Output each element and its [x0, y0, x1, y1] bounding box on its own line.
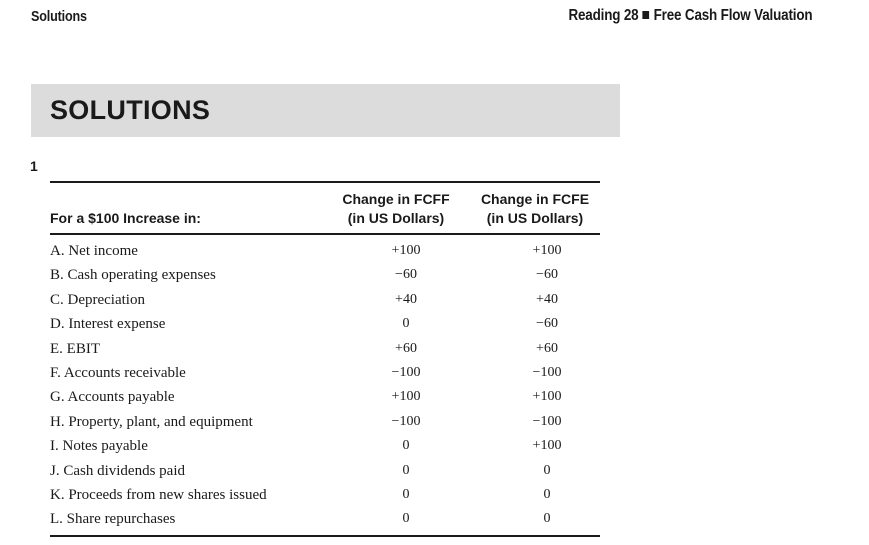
column-header-fcfe-line1: Change in FCFE — [480, 191, 590, 207]
table-top-rule — [50, 181, 600, 183]
fcff-change: −100 — [391, 364, 421, 380]
row-label: L. Share repurchases — [50, 511, 176, 528]
table-row — [50, 385, 600, 409]
table-body — [50, 239, 600, 532]
fcfe-change: 0 — [543, 462, 551, 478]
table-row — [50, 507, 600, 531]
fcff-change: 0 — [402, 511, 410, 527]
table-row — [50, 263, 600, 287]
fcff-change: −60 — [395, 267, 417, 283]
question-number: 1 — [30, 158, 38, 174]
fcff-change: 0 — [402, 438, 410, 454]
fcfe-change: +60 — [536, 340, 558, 356]
table-row — [50, 312, 600, 336]
fcfe-change: +100 — [532, 243, 562, 258]
column-header-fcff-line1: Change in FCFF — [342, 191, 450, 207]
fcff-change: 0 — [402, 316, 410, 332]
row-label: H. Property, plant, and equipment — [50, 413, 253, 430]
section-title: SOLUTIONS — [50, 95, 211, 125]
table-row — [50, 239, 600, 263]
fcff-change: +60 — [395, 340, 417, 356]
table-row — [50, 434, 600, 458]
column-header-fcfe — [460, 190, 610, 228]
row-label: E. EBIT — [50, 340, 100, 357]
running-header-right — [568, 7, 812, 25]
row-label: J. Cash dividends paid — [50, 462, 185, 479]
column-header-item: For a $100 Increase in: — [50, 210, 201, 226]
row-label: D. Interest expense — [50, 316, 166, 333]
fcff-change: −100 — [391, 413, 421, 429]
column-header-fcfe-line2: (in US Dollars) — [486, 210, 584, 226]
fcfe-change: −100 — [532, 413, 562, 429]
column-header-fcff — [321, 190, 471, 228]
fcfe-change: +100 — [532, 389, 562, 405]
table-bottom-rule — [50, 535, 600, 537]
fcfe-change: +40 — [536, 291, 558, 307]
fcfe-change: −60 — [536, 267, 558, 283]
running-header-left: Solutions — [31, 8, 87, 25]
table-row — [50, 410, 600, 434]
fcff-change: +100 — [391, 389, 421, 405]
table-header-rule — [50, 233, 600, 235]
table-row — [50, 288, 600, 312]
row-label: I. Notes payable — [50, 438, 148, 455]
row-label: C. Depreciation — [50, 291, 145, 308]
table-row — [50, 337, 600, 361]
row-label: B. Cash operating expenses — [50, 267, 216, 284]
row-label: G. Accounts payable — [50, 389, 175, 406]
row-label: A. Net income — [50, 243, 138, 259]
reading-number: Reading 28 — [568, 7, 639, 24]
square-bullet-icon — [642, 11, 649, 19]
table-row — [50, 361, 600, 385]
table-row — [50, 483, 600, 507]
row-label: F. Accounts receivable — [50, 364, 186, 381]
fcfe-change: −100 — [532, 364, 562, 380]
section-banner — [31, 84, 620, 137]
fcfe-change: −60 — [536, 316, 558, 332]
table-row — [50, 459, 600, 483]
fcfe-change: 0 — [543, 486, 551, 502]
fcff-change: +40 — [395, 291, 417, 307]
row-label: K. Proceeds from new shares issued — [50, 486, 267, 503]
column-header-fcff-line2: (in US Dollars) — [347, 210, 445, 226]
fcff-change: 0 — [402, 462, 410, 478]
fcff-change: +100 — [391, 243, 421, 258]
reading-topic: Free Cash Flow Valuation — [653, 7, 812, 24]
fcfe-change: 0 — [543, 511, 551, 527]
fcff-change: 0 — [402, 486, 410, 502]
fcfe-change: +100 — [532, 438, 562, 454]
